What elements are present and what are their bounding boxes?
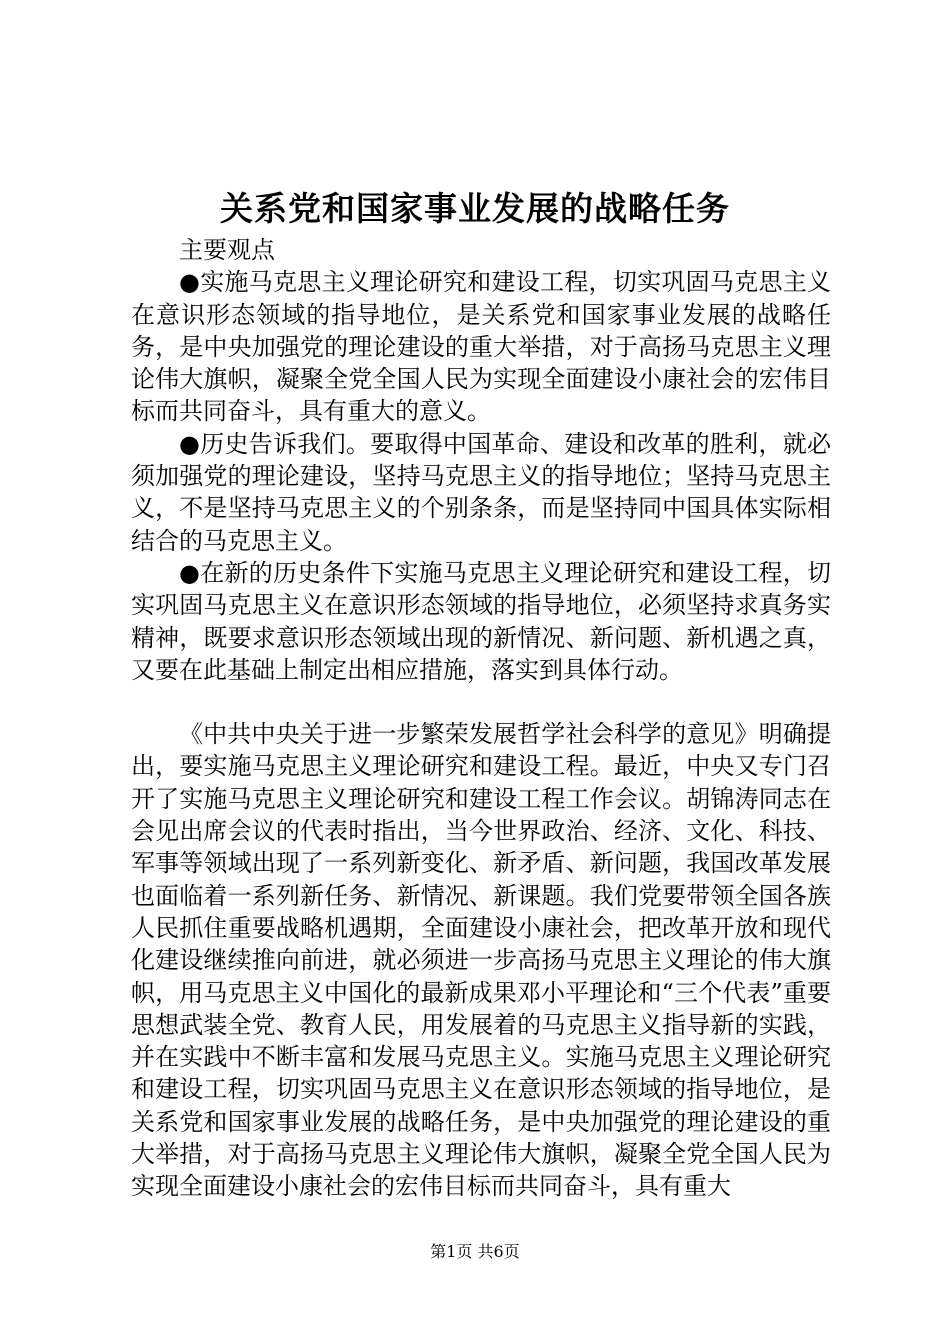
paragraph-gap [131,686,831,718]
document-body [131,234,831,1203]
document-title: 关系党和国家事业发展的战略任务 [220,189,730,228]
page-number-footer: 第1页 共6页 [430,1242,520,1261]
key-point-2: ●历史告诉我们。要取得中国革命、建设和改革的胜利，就必须加强党的理论建设，坚持马克思主义的指导地位；坚持马克思主义，不是坚持马克思主义的个别条条，而是坚持同中国具体实际相结合的马克思主义。 [131,429,831,555]
key-point-1: ●实施马克思主义理论研究和建设工程，切实巩固马克思主义在意识形态领域的指导地位，是关系党和国家事业发展的战略任务，是中央加强党的理论建设的重大举措，对于高扬马克思主义理论伟大旗帜，凝聚全党全国人民为实现全面建设小康社会的宏伟目标而共同奋斗，具有重大的意义。 [131,268,831,426]
key-point-3: ●在新的历史条件下实施马克思主义理论研究和建设工程，切实巩固马克思主义在意识形态领域的指导地位，必须坚持求真务实精神，既要求意识形态领域出现的新情况、新问题、新机遇之真，又要在此基础上制定出相应措施，落实到具体行动。 [131,558,831,684]
main-paragraph: 《中共中央关于进一步繁荣发展哲学社会科学的意见》明确提出，要实施马克思主义理论研究和建设工程。最近，中央又专门召开了实施马克思主义理论研究和建设工程工作会议。胡锦涛同志在会见出席会议的代表时指出，当今世界政治、经济、文化、科技、军事等领域出现了一系列新变化、新矛盾、新问题，我国改革发展也面临着一系列新任务、新情况、新课题。我们党要带领全国各族人民抓住重要战略机遇期，全面建设小康社会，把改革开放和现代化建设继续推向前进，就必须进一步高扬马克思主义理论的伟大旗帜，用马克思主义中国化的最新成果邓小平理论和“三个代表”重要思想武装全党、教育人民，用发展着的马克思主义指导新的实践，并在实践中不断丰富和发展马克思主义。实施马克思主义理论研究和建设工程，切实巩固马克思主义在意识形态领域的指导地位，是关系党和国家事业发展的战略任务，是中央加强党的理论建设的重大举措，对于高扬马克思主义理论伟大旗帜，凝聚全党全国人民为实现全面建设小康社会的宏伟目标而共同奋斗，具有重大 [131,720,831,1201]
section-heading: 主要观点 [179,236,275,264]
